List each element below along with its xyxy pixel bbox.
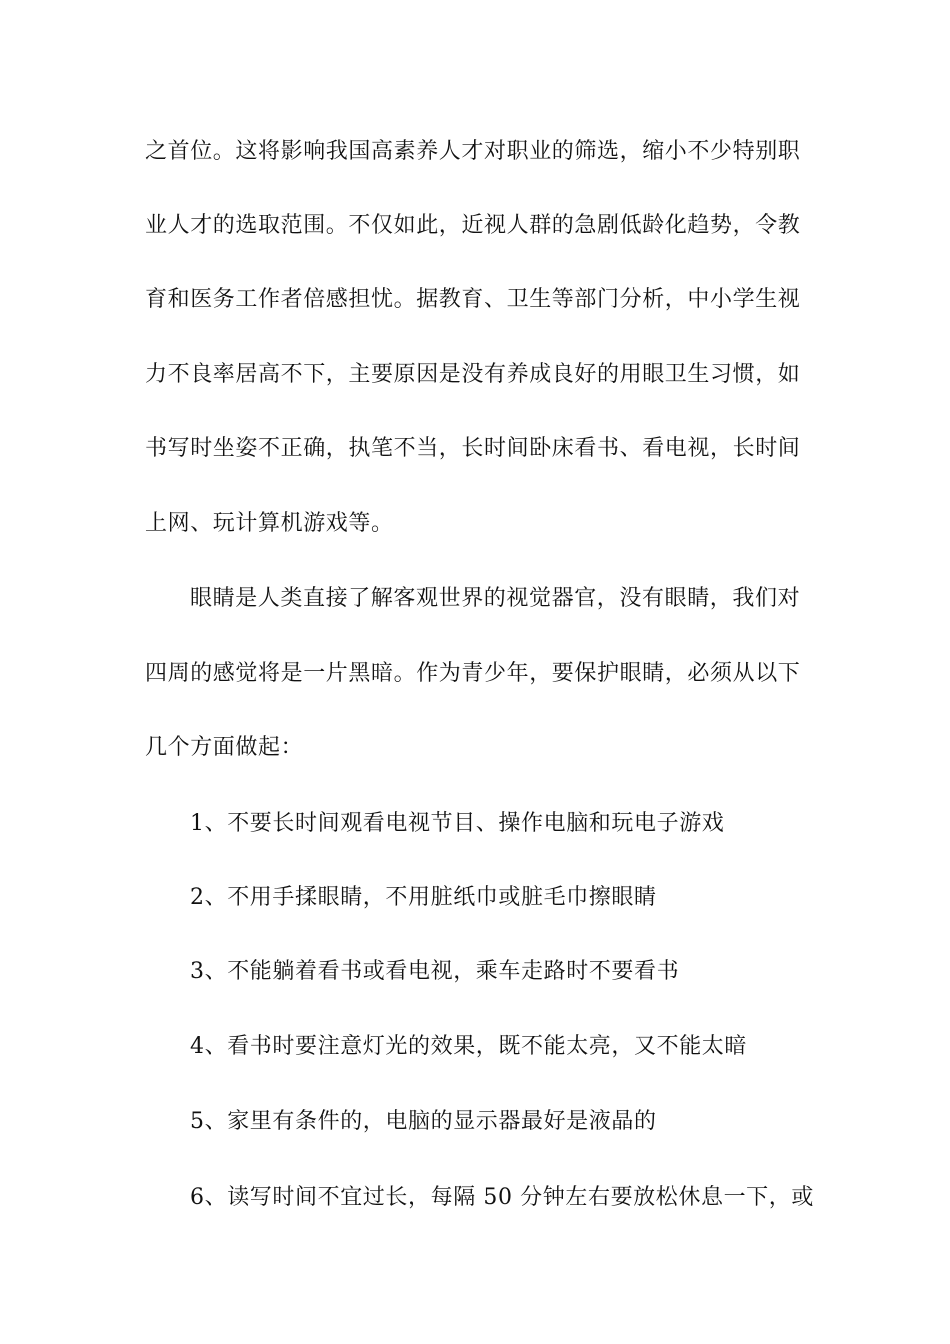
text-line-4: 力不良率居高不下，主要原因是没有养成良好的用眼卫生习惯，如 xyxy=(145,362,801,387)
paragraph-2-line-1: 眼睛是人类直接了解客观世界的视觉器官，没有眼睛，我们对 xyxy=(190,586,801,611)
text-line-5: 书写时坐姿不正确，执笔不当，长时间卧床看书、看电视，长时间 xyxy=(145,436,801,461)
list-item-3: 3、不能躺着看书或看电视，乘车走路时不要看书 xyxy=(190,959,680,984)
list-item-1: 1、不要长时间观看电视节目、操作电脑和玩电子游戏 xyxy=(190,811,725,836)
list-item-6: 6、读写时间不宜过长，每隔 50 分钟左右要放松休息一下，或 xyxy=(190,1185,814,1210)
list-item-4: 4、看书时要注意灯光的效果，既不能太亮，又不能太暗 xyxy=(190,1034,747,1059)
text-line-2: 业人才的选取范围。不仅如此，近视人群的急剧低龄化趋势，令教 xyxy=(145,213,801,238)
paragraph-2-line-2: 四周的感觉将是一片黑暗。作为青少年，要保护眼睛，必须从以下 xyxy=(145,661,801,686)
list-item-2: 2、不用手揉眼睛，不用脏纸巾或脏毛巾擦眼睛 xyxy=(190,885,657,910)
text-line-1: 之首位。这将影响我国高素养人才对职业的筛选，缩小不少特别职 xyxy=(145,139,801,164)
list-item-5: 5、家里有条件的，电脑的显示器最好是液晶的 xyxy=(190,1109,657,1134)
text-line-3: 育和医务工作者倍感担忧。据教育、卫生等部门分析，中小学生视 xyxy=(145,287,801,312)
text-line-6: 上网、玩计算机游戏等。 xyxy=(145,511,394,536)
paragraph-2-line-3: 几个方面做起： xyxy=(145,735,304,760)
